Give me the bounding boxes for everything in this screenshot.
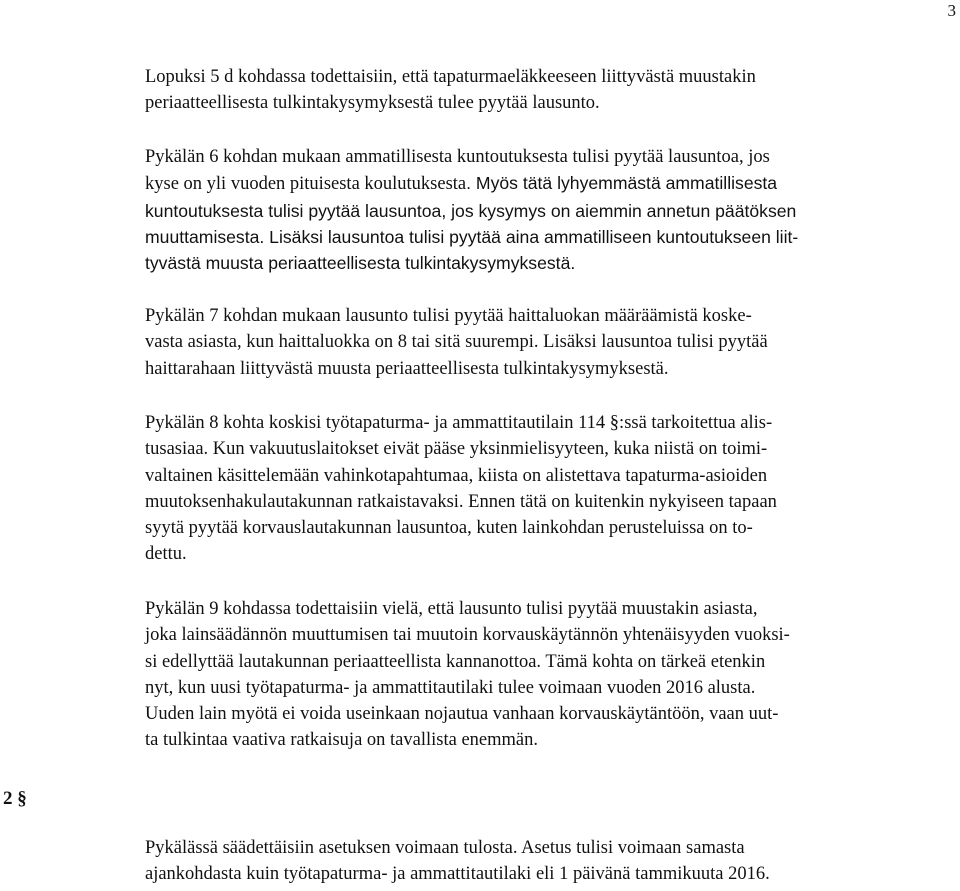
text-line: Lopuksi 5 d kohdassa todettaisiin, että tapaturmaeläkkeeseen liittyvästä muustakin [145, 67, 756, 87]
text-line: muutoksenhakulautakunnan ratkaistavaksi. Ennen tätä on kuitenkin nykyiseen tapaan [145, 491, 777, 512]
text-line: dettu. [145, 544, 187, 565]
paragraph-section-2-entry-into-force [145, 835, 960, 888]
text-line: Pykälän 8 kohta koskisi työtapaturma- ja ammattitautilain 114 §:ssä tarkoitettua alis- [145, 413, 773, 433]
text-line: Uuden lain myötä ei voida useinkaan nojautua vanhaan korvauskäytäntöön, vaan uut- [145, 704, 779, 725]
text-line: nyt, kun uusi työtapaturma- ja ammattitautilaki tulee voimaan vuoden 2016 alusta. [145, 677, 756, 698]
text-line: tusasiaa. Kun vakuutuslaitokset eivät pääse yksinmielisyyteen, kuka niistä on toimi- [145, 439, 768, 460]
text-line: ta tulkintaa vaativa ratkaisuja on tavallista enemmän. [145, 730, 538, 751]
text-line: Pykälässä säädettäisiin asetuksen voimaan tulosta. Asetus tulisi voimaan samasta [145, 838, 745, 858]
text-line: haittarahaan liittyvästä muusta periaatteellisesta tulkintakysymyksestä. [145, 358, 669, 379]
text-line: joka lainsäädännön muuttumisen tai muutoin korvauskäytännön yhtenäisyyden vuoksi- [145, 625, 790, 646]
text-line: si edellyttää lautakunnan periaatteellista kannanottoa. Tämä kohta on tärkeä etenkin [145, 651, 766, 672]
text-line: ajankohdasta kuin työtapaturma- ja ammattitautilaki eli 1 päivänä tammikuuta 2016. [145, 864, 770, 885]
text-line: kyse on yli vuoden pituisesta koulutuksesta. Myös tätä lyhyemmästä ammatillisesta [145, 173, 778, 195]
text-line: periaatteellisesta tulkintakysymyksestä tulee pyytää lausunto. [145, 93, 600, 114]
text-line: Pykälän 9 kohdassa todettaisiin vielä, että lausunto tulisi pyytää muustakin asiasta, [145, 599, 758, 619]
text-line: kuntoutuksesta tulisi pyytää lausuntoa, jos kysymys on aiemmin annetun päätöksen [145, 200, 797, 221]
paragraph-8-referral [145, 410, 960, 568]
paragraph-7-disability-class [145, 303, 960, 382]
text-line: Pykälän 7 kohdan mukaan lausunto tulisi pyytää haittaluokan määräämistä koske- [145, 306, 752, 326]
paragraph-9-other-matters [145, 596, 960, 754]
page-number: 3 [947, 1, 956, 20]
paragraph-5d-pension [145, 64, 960, 117]
paragraph-6-rehabilitation [145, 144, 960, 276]
section-2-heading: 2 § [3, 788, 27, 809]
text-line: muuttamisesta. Lisäksi lausuntoa tulisi pyytää aina ammatilliseen kuntoutukseen liit- [145, 226, 799, 247]
text-line: tyvästä muusta periaatteellisesta tulkintakysymyksestä. [145, 253, 576, 274]
text-line: vasta asiasta, kun haittaluokka on 8 tai sitä suurempi. Lisäksi lausuntoa tulisi pyytää [145, 332, 768, 353]
text-line: syytä pyytää korvauslautakunnan lausuntoa, kuten lainkohdan perusteluissa on to- [145, 518, 753, 539]
text-line: Pykälän 6 kohdan mukaan ammatillisesta kuntoutuksesta tulisi pyytää lausuntoa, jos [145, 147, 770, 167]
text-line: valtainen käsittelemään vahinkotapahtumaa, kiista on alistettava tapaturma-asioiden [145, 465, 768, 486]
